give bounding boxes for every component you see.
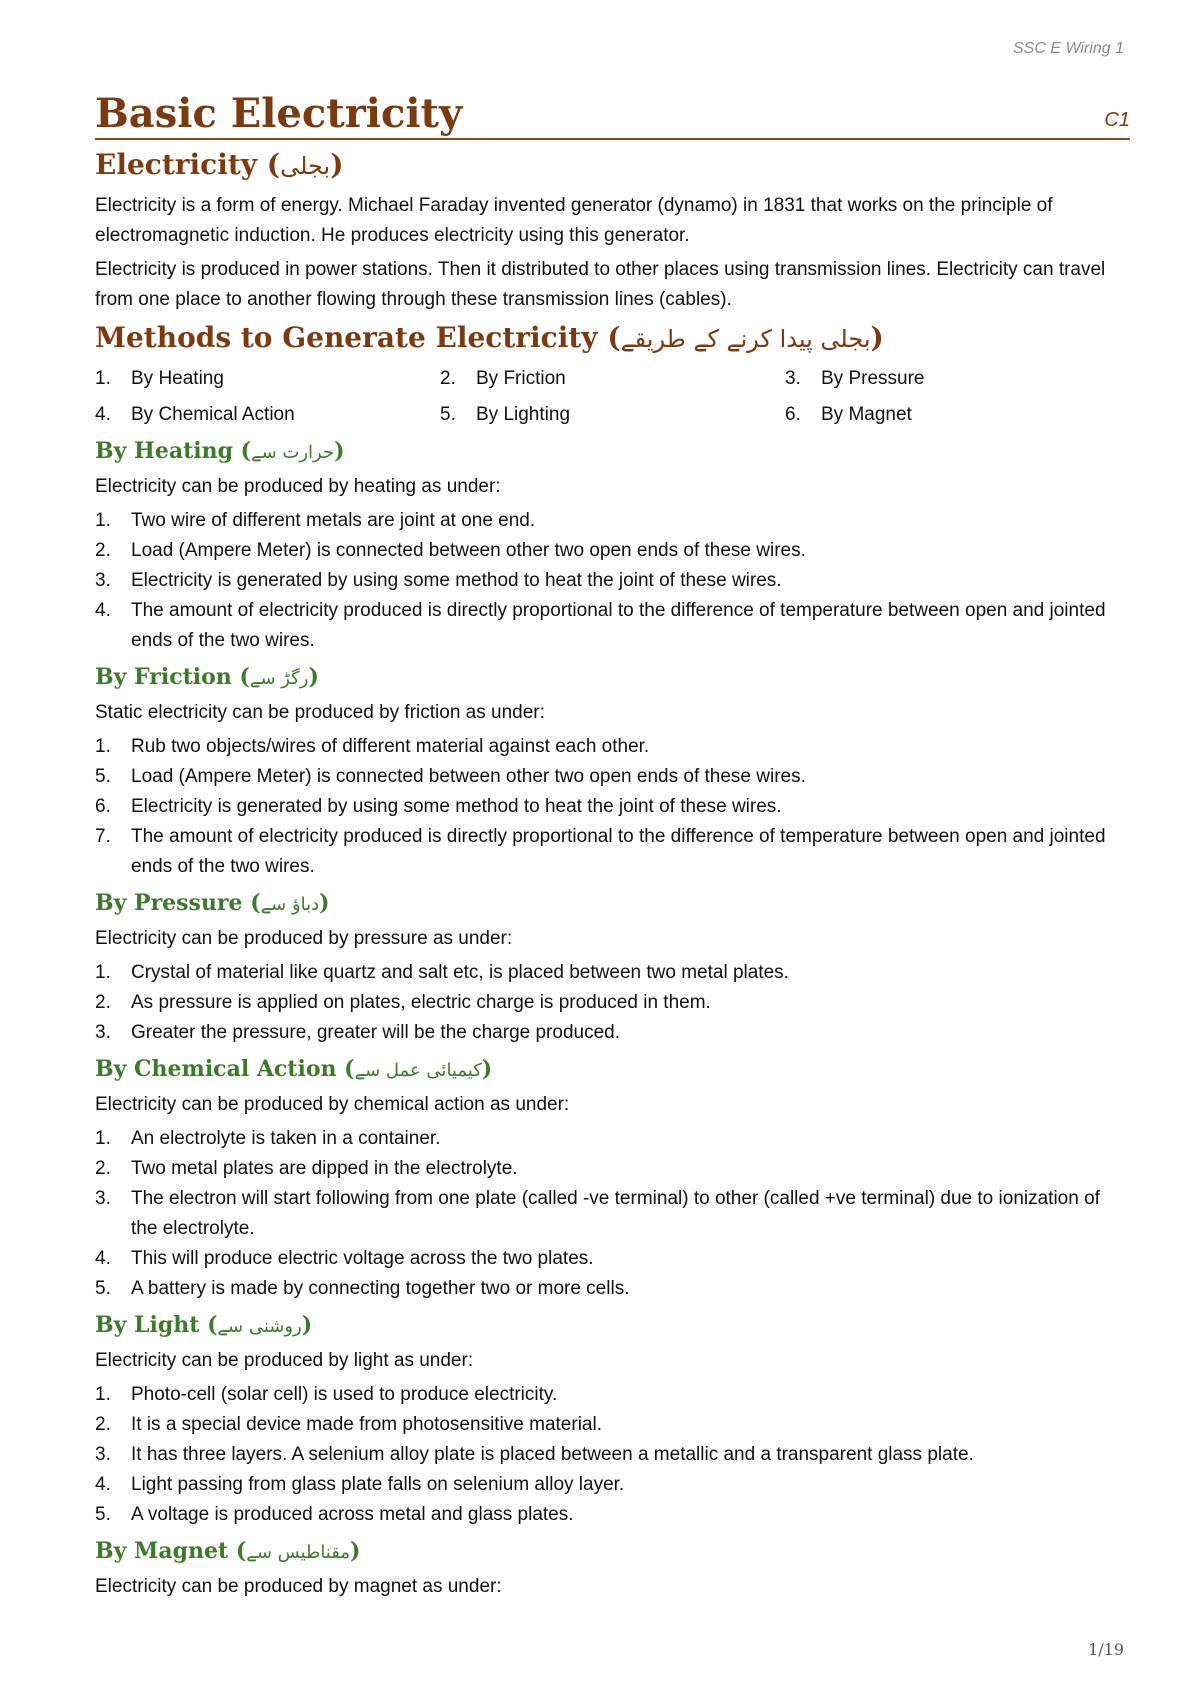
methods-heading: Methods to Generate Electricity (بجلی پیدا کرنے کے طریقے) <box>95 321 884 354</box>
step-number: 1. <box>95 736 111 757</box>
section-heading-en: By Light <box>95 1312 200 1338</box>
step-text: Load (Ampere Meter) is connected between other two open ends of these wires. <box>131 766 806 787</box>
list-item <box>95 1380 1130 1410</box>
method-item <box>95 364 440 394</box>
step-text: Load (Ampere Meter) is connected between other two open ends of these wires. <box>131 540 806 561</box>
steps-list-chemical <box>95 1124 1130 1304</box>
step-text: An electrolyte is taken in a container. <box>131 1128 441 1149</box>
steps-list-friction <box>95 732 1130 882</box>
methods-list <box>95 364 1130 430</box>
section-heading-en: By Chemical Action <box>95 1056 337 1082</box>
section-heading-en: By Heating <box>95 438 233 464</box>
step-text: Rub two objects/wires of different material against each other. <box>131 736 650 757</box>
steps-list-heating <box>95 506 1130 656</box>
section-heading-urdu: دباؤ سے <box>260 894 320 915</box>
method-number: 4. <box>95 404 111 425</box>
method-label: By Friction <box>476 368 566 389</box>
list-item <box>95 1154 1130 1184</box>
section-intro: Electricity can be produced by pressure as under: <box>95 928 513 949</box>
step-text: Two wire of different metals are joint at one end. <box>131 510 536 531</box>
step-number: 2. <box>95 992 111 1013</box>
steps-list-light <box>95 1380 1130 1530</box>
section-intro: Static electricity can be produced by friction as under: <box>95 702 545 723</box>
section-heading-pressure: By Pressure (دباؤ سے) <box>95 890 330 916</box>
methods-heading-en: Methods to Generate Electricity <box>95 321 598 354</box>
method-number: 6. <box>785 404 801 425</box>
step-number: 5. <box>95 766 111 787</box>
method-label: By Lighting <box>476 404 571 425</box>
step-text: It has three layers. A selenium alloy plate is placed between a metallic and a transparent glass plate. <box>131 1444 974 1465</box>
method-item <box>785 400 1130 430</box>
method-label: By Pressure <box>821 368 925 389</box>
section-heading-en: By Magnet <box>95 1538 229 1564</box>
step-number: 3. <box>95 570 111 591</box>
electricity-paragraph-2: Electricity is produced in power stations. Then it distributed to other places using transmission lines. Electricity can travel from one place to another flowing through these transmission lines (cables). <box>95 259 1106 310</box>
step-text: A battery is made by connecting together two or more cells. <box>131 1278 630 1299</box>
method-label: By Chemical Action <box>131 404 295 425</box>
step-number: 6. <box>95 796 111 817</box>
electricity-heading-en: Electricity <box>95 148 258 181</box>
step-number: 2. <box>95 540 111 561</box>
list-item <box>95 958 1130 988</box>
step-number: 7. <box>95 826 111 847</box>
method-item <box>785 364 1130 394</box>
section-intro: Electricity can be produced by heating as under: <box>95 476 501 497</box>
section-heading-heating: By Heating (حرارت سے) <box>95 438 345 464</box>
list-item <box>95 988 1130 1018</box>
step-number: 4. <box>95 1248 111 1269</box>
section-heading-urdu: حرارت سے <box>251 442 335 463</box>
step-number: 1. <box>95 510 111 531</box>
list-item <box>95 1124 1130 1154</box>
step-text: The amount of electricity produced is directly proportional to the difference of temperature between open and jointed ends of the two wires. <box>131 600 1106 651</box>
section-heading-urdu: رگڑ سے <box>249 668 309 689</box>
method-item <box>440 400 785 430</box>
steps-list-pressure <box>95 958 1130 1048</box>
list-item <box>95 822 1130 882</box>
section-heading-en: By Pressure <box>95 890 243 916</box>
step-text: Crystal of material like quartz and salt etc, is placed between two metal plates. <box>131 962 789 983</box>
section-heading-light: By Light (روشنی سے) <box>95 1312 313 1338</box>
step-text: Electricity is generated by using some method to heat the joint of these wires. <box>131 796 782 817</box>
list-item <box>95 1500 1130 1530</box>
page-content <box>95 92 1130 1606</box>
section-heading-urdu: مقناطیس سے <box>246 1542 350 1563</box>
method-number: 1. <box>95 368 111 389</box>
list-item <box>95 506 1130 536</box>
step-number: 1. <box>95 962 111 983</box>
list-item <box>95 1470 1130 1500</box>
method-label: By Heating <box>131 368 224 389</box>
list-item <box>95 1184 1130 1244</box>
section-heading-urdu: روشنی سے <box>217 1316 302 1337</box>
step-number: 1. <box>95 1128 111 1149</box>
step-text: Greater the pressure, greater will be the charge produced. <box>131 1022 620 1043</box>
list-item <box>95 1018 1130 1048</box>
step-number: 3. <box>95 1022 111 1043</box>
method-number: 3. <box>785 368 801 389</box>
list-item <box>95 1410 1130 1440</box>
electricity-paragraph-1: Electricity is a form of energy. Michael Faraday invented generator (dynamo) in 1831 that works on the principle of electromagnetic induction. He produces electricity using this generator. <box>95 195 1053 246</box>
step-number: 3. <box>95 1444 111 1465</box>
methods-heading-urdu: بجلی پیدا کرنے کے طریقے <box>620 325 871 353</box>
step-text: As pressure is applied on plates, electric charge is produced in them. <box>131 992 711 1013</box>
chapter-code: C1 <box>1104 109 1130 131</box>
list-item <box>95 1440 1130 1470</box>
running-header: SSC E Wiring 1 <box>1013 40 1124 57</box>
step-text: Light passing from glass plate falls on selenium alloy layer. <box>131 1474 625 1495</box>
section-intro: Electricity can be produced by light as under: <box>95 1350 474 1371</box>
step-text: Photo-cell (solar cell) is used to produce electricity. <box>131 1384 558 1405</box>
step-text: Electricity is generated by using some method to heat the joint of these wires. <box>131 570 782 591</box>
step-text: The amount of electricity produced is directly proportional to the difference of temperature between open and jointed ends of the two wires. <box>131 826 1106 877</box>
section-heading-friction: By Friction (رگڑ سے) <box>95 664 319 690</box>
page-title: Basic Electricity <box>95 90 463 137</box>
electricity-heading: Electricity (بجلی) <box>95 148 344 181</box>
section-heading-magnet: By Magnet (مقناطیس سے) <box>95 1538 361 1564</box>
method-label: By Magnet <box>821 404 912 425</box>
section-heading-chemical: By Chemical Action (کیمیائی عمل سے) <box>95 1056 493 1082</box>
step-number: 5. <box>95 1278 111 1299</box>
section-heading-urdu: کیمیائی عمل سے <box>354 1060 482 1081</box>
step-number: 3. <box>95 1188 111 1209</box>
method-number: 5. <box>440 404 456 425</box>
step-number: 4. <box>95 1474 111 1495</box>
list-item <box>95 792 1130 822</box>
step-number: 2. <box>95 1414 111 1435</box>
method-item <box>95 400 440 430</box>
method-number: 2. <box>440 368 456 389</box>
step-number: 1. <box>95 1384 111 1405</box>
method-item <box>440 364 785 394</box>
list-item <box>95 1244 1130 1274</box>
list-item <box>95 762 1130 792</box>
section-intro: Electricity can be produced by magnet as under: <box>95 1576 502 1597</box>
step-text: Two metal plates are dipped in the electrolyte. <box>131 1158 518 1179</box>
list-item <box>95 596 1130 656</box>
list-item <box>95 1274 1130 1304</box>
section-intro: Electricity can be produced by chemical action as under: <box>95 1094 570 1115</box>
list-item <box>95 732 1130 762</box>
step-number: 4. <box>95 600 111 621</box>
step-number: 5. <box>95 1504 111 1525</box>
step-text: This will produce electric voltage across the two plates. <box>131 1248 594 1269</box>
step-text: A voltage is produced across metal and glass plates. <box>131 1504 574 1525</box>
step-text: The electron will start following from one plate (called -ve terminal) to other (called +ve terminal) due to ionization of the electrolyte. <box>131 1188 1100 1239</box>
step-text: It is a special device made from photosensitive material. <box>131 1414 602 1435</box>
list-item <box>95 536 1130 566</box>
section-heading-en: By Friction <box>95 664 232 690</box>
page-number: 1/19 <box>1088 1640 1124 1659</box>
step-number: 2. <box>95 1158 111 1179</box>
electricity-heading-urdu: بجلی <box>280 152 331 180</box>
title-row <box>95 92 1130 140</box>
list-item <box>95 566 1130 596</box>
